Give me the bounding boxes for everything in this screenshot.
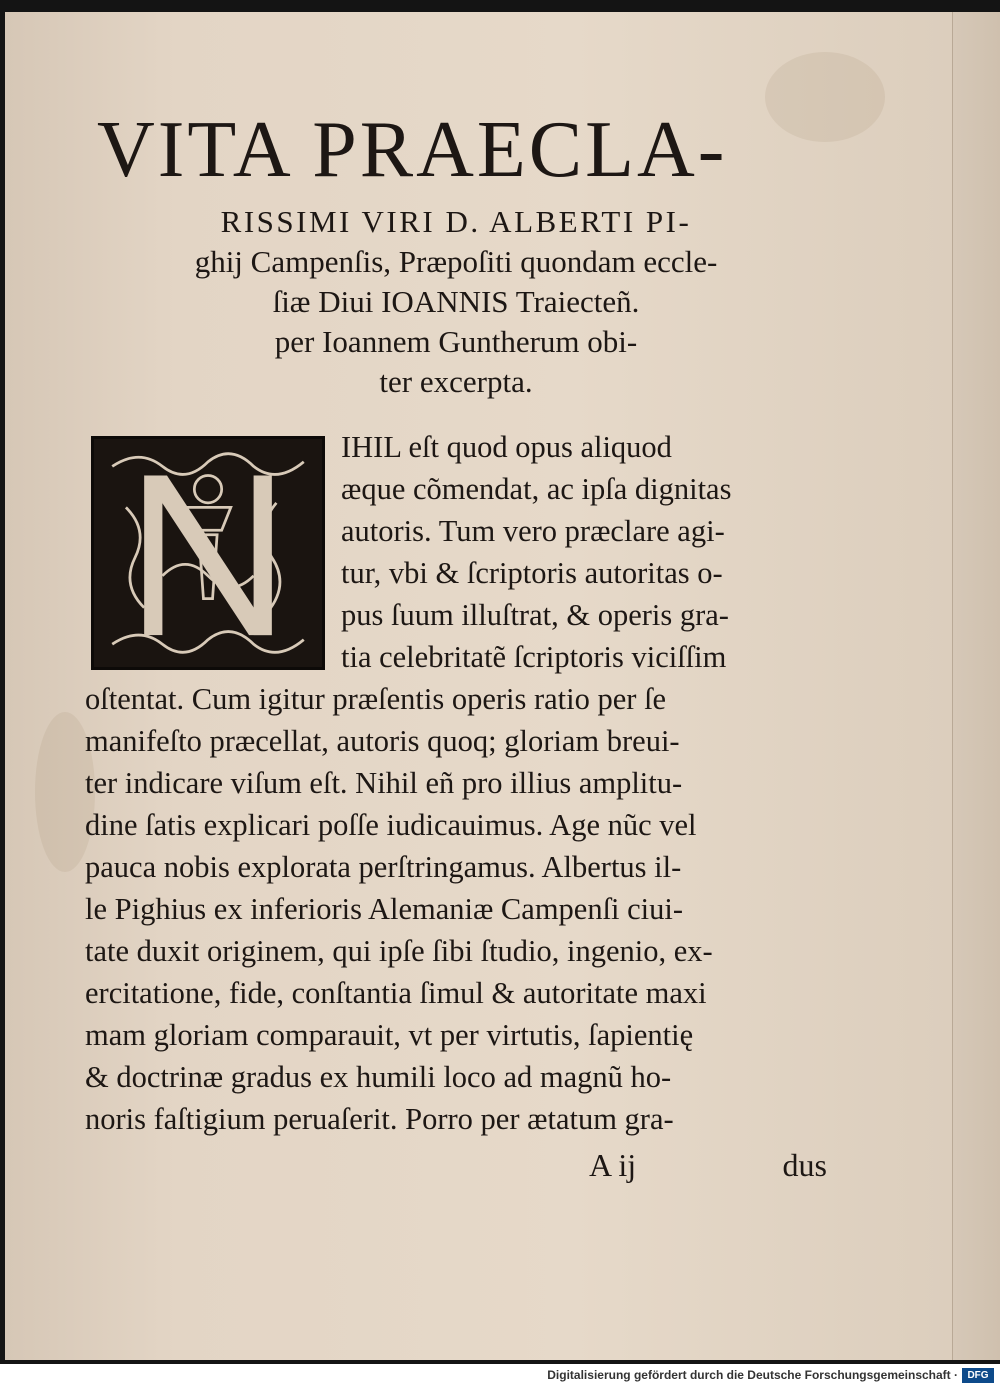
body-line: tia celebritatẽ ſcriptoris viciſſim (341, 640, 727, 674)
page-text (85, 102, 827, 1186)
body-line: pus ſuum illuſtrat, & operis gra- (341, 598, 729, 632)
page-foot (85, 1144, 827, 1186)
body-line: oſtentat. Cum igitur præſentis operis ratio per ſe (85, 682, 667, 716)
heading-line: RISSIMI VIRI D. ALBERTI PI- (220, 204, 692, 239)
body-line: dine ſatis explicari poſſe iudicauimus. Age nũc vel (85, 808, 697, 842)
body-line: manifeſto præcellat, autoris quoq; gloriam breui- (85, 724, 680, 758)
body-line: ercitatione, fide, conſtantia ſimul & autoritate maxi (85, 976, 707, 1010)
body-line: IHIL eſt quod opus aliquod (341, 430, 672, 464)
heading-line: ghij Campenſis, Præpoſiti quondam eccle- (194, 244, 718, 279)
funding-credit: Digitalisierung gefördert durch die Deutsche Forschungsgemeinschaft · (547, 1368, 958, 1382)
funding-footer (0, 1364, 1000, 1389)
signature-mark: A ij (589, 1147, 637, 1183)
body-line: & doctrinæ gradus ex humili loco ad magnũ ho- (85, 1060, 672, 1094)
catchword: dus (782, 1147, 827, 1183)
body-line: mam gloriam comparauit, vt per virtutis, ſapientię (85, 1018, 694, 1052)
dfg-logo-icon: DFG (962, 1368, 994, 1383)
body-line: autoris. Tum vero præclare agi- (341, 514, 725, 548)
body-text (85, 426, 827, 1186)
heading-line: ter excerpta. (379, 364, 533, 399)
body-line: le Pighius ex inferioris Alemaniæ Campenſi ciui- (85, 892, 684, 926)
heading-line: per Ioannem Guntherum obi- (274, 324, 638, 359)
heading-line: ſiæ Diui IOANNIS Traiecteñ. (272, 284, 640, 319)
book-page (5, 12, 953, 1360)
body-line: tur, vbi & ſcriptoris autoritas o- (341, 556, 723, 590)
body-line: noris faſtigium peruaſerit. Porro per ætatum gra- (85, 1102, 674, 1136)
body-line: pauca nobis explorata perſtringamus. Albertus il- (85, 850, 682, 884)
decorated-initial-n-icon (91, 436, 325, 670)
body-line: ter indicare viſum eſt. Nihil eñ pro illius amplitu- (85, 766, 683, 800)
body-line: tate duxit originem, qui ipſe ſibi ſtudio, ingenio, ex- (85, 934, 713, 968)
body-line: æque cõmendat, ac ipſa dignitas (341, 472, 732, 506)
page-title: VITA PRAECLA- (97, 106, 728, 194)
